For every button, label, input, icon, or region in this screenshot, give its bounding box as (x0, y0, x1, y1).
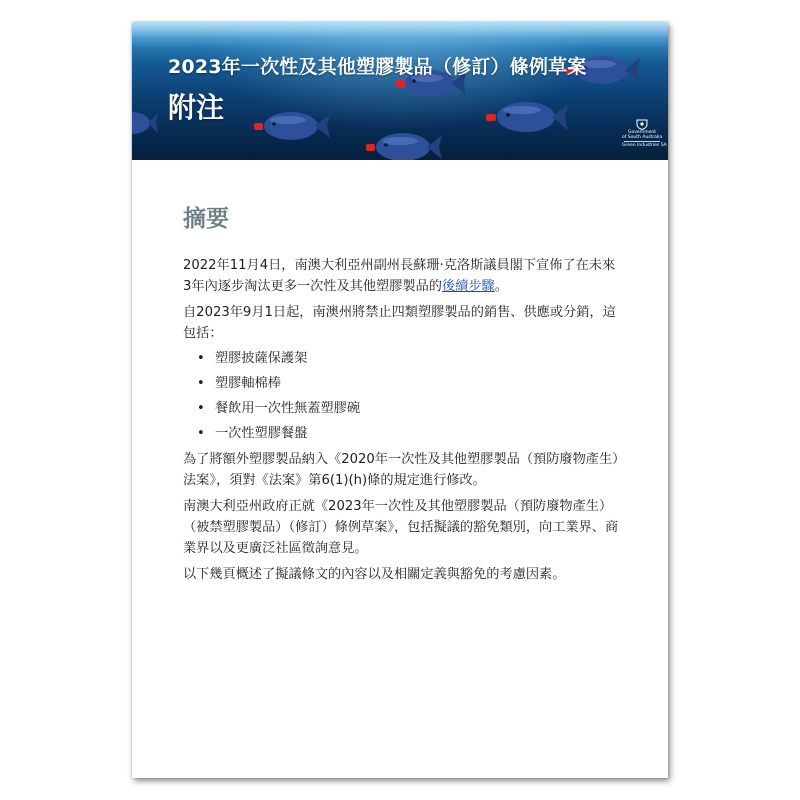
paragraph-ban-intro: 自2023年9月1日起，南澳州將禁止四類塑膠製品的銷售、供應或分銷，這包括： (183, 305, 616, 341)
paragraph-announcement (183, 255, 623, 297)
fish-bottle-icon (484, 98, 570, 136)
logo-divider (624, 141, 660, 142)
list-item (183, 349, 623, 369)
logo-line-3: Green Industries SA (622, 143, 667, 148)
document-page (132, 22, 668, 778)
bullet-icon: • (197, 351, 205, 366)
list-item-label: 塑膠軸棉棒 (215, 376, 281, 391)
paragraph-act-amendment: 為了將額外塑膠製品納入《2020年一次性及其他塑膠製品（預防廢物產生）法案》，須對《法案》第6(1)(h)條的規定進行修改。 (183, 452, 619, 488)
next-steps-link[interactable]: 後續步驟 (441, 279, 495, 294)
document-title: 2023年一次性及其他塑膠製品（修訂）條例草案 (168, 56, 587, 78)
fish-bottle-icon (252, 108, 332, 144)
logo-line-1: Government (627, 130, 657, 135)
paragraph-overview: 以下幾頁概述了擬議條文的內容以及相關定義與豁免的考慮因素。 (183, 567, 566, 582)
section-heading: 摘要 (183, 206, 229, 232)
list-item-label: 一次性塑膠餐盤 (215, 426, 308, 441)
water-surface (132, 22, 668, 48)
list-item-label: 餐飲用一次性無蓋塑膠碗 (215, 401, 361, 416)
bullet-icon: • (197, 426, 205, 441)
list-item (183, 374, 623, 394)
list-item-label: 塑膠披薩保護架 (215, 351, 308, 366)
summary-section (183, 200, 623, 590)
bullet-icon: • (197, 376, 205, 391)
bullet-icon: • (197, 401, 205, 416)
fish-bottle-icon (364, 130, 444, 160)
paragraph-consultation: 南澳大利亞州政府正就《2023年一次性及其他塑膠製品（預防廢物產生）（被禁塑膠製品）（修訂）條例草案》，包括擬議的豁免類別，向工業界、商業界以及更廣泛社區徵詢意見。 (183, 499, 619, 556)
government-crest-icon (635, 118, 649, 130)
announcement-end: 。 (494, 279, 508, 294)
logo-line-2: of South Australia (622, 135, 663, 140)
list-item (183, 424, 623, 444)
document-subtitle: 附注 (168, 91, 225, 124)
government-logo (622, 118, 667, 148)
list-item (183, 399, 623, 419)
header-banner (132, 22, 668, 160)
announcement-text: 2022年11月4日，南澳大利亞州副州長蘇珊·克洛斯議員閣下宣佈了在未來3年內逐步淘汰更多一次性及其他塑膠製品的 (183, 258, 616, 294)
fish-bottle-icon (132, 108, 158, 138)
banned-items-list (183, 349, 623, 444)
